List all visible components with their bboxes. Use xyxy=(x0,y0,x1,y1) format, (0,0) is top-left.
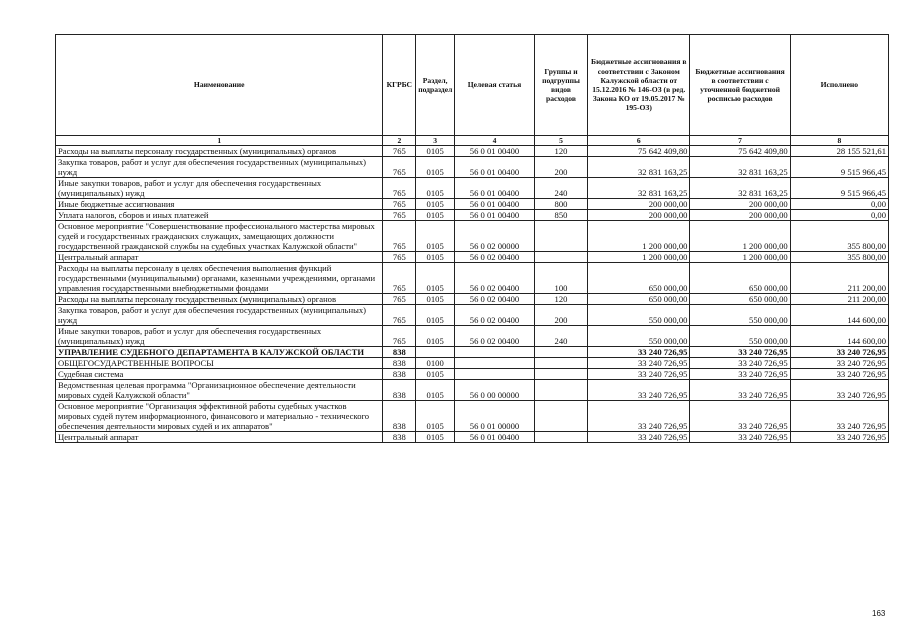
table-row xyxy=(56,369,889,380)
row-assign-refined: 32 831 163,25 xyxy=(690,157,790,178)
row-section: 0105 xyxy=(416,294,455,305)
table-row xyxy=(56,401,889,432)
row-group xyxy=(534,221,587,252)
row-assign-law: 33 240 726,95 xyxy=(588,380,690,401)
row-group xyxy=(534,358,587,369)
row-assign-refined: 1 200 000,00 xyxy=(690,252,790,263)
row-assign-law: 33 240 726,95 xyxy=(588,432,690,443)
table-row xyxy=(56,221,889,252)
row-name: Расходы на выплаты персоналу в целях обеспечения выполнения функций государственными (муниципальными) органами, казенными учреждениями, органами управления государственными внебюджетными фондами xyxy=(56,263,383,294)
row-assign-refined: 200 000,00 xyxy=(690,199,790,210)
header-target: Целевая статья xyxy=(455,35,535,136)
row-group xyxy=(534,347,587,358)
row-executed: 28 155 521,61 xyxy=(790,146,888,157)
column-number: 4 xyxy=(455,136,535,146)
row-kgrbs: 838 xyxy=(383,432,416,443)
column-number: 3 xyxy=(416,136,455,146)
budget-table xyxy=(55,34,889,443)
row-section: 0105 xyxy=(416,157,455,178)
row-name: Закупка товаров, работ и услуг для обеспечения государственных (муниципальных) нужд xyxy=(56,157,383,178)
row-name: Уплата налогов, сборов и иных платежей xyxy=(56,210,383,221)
row-target: 56 0 02 00400 xyxy=(455,305,535,326)
row-group: 850 xyxy=(534,210,587,221)
row-group xyxy=(534,432,587,443)
row-target: 56 0 01 00400 xyxy=(455,178,535,199)
column-number: 8 xyxy=(790,136,888,146)
row-name: Иные закупки товаров, работ и услуг для обеспечения государственных (муниципальных) нужд xyxy=(56,178,383,199)
row-section: 0105 xyxy=(416,199,455,210)
row-assign-law: 650 000,00 xyxy=(588,294,690,305)
row-kgrbs: 765 xyxy=(383,210,416,221)
row-assign-refined: 33 240 726,95 xyxy=(690,347,790,358)
table-row xyxy=(56,199,889,210)
row-section: 0105 xyxy=(416,178,455,199)
row-executed: 211 200,00 xyxy=(790,294,888,305)
header-assign-refined: Бюджетные ассигнования в соответствии с уточненной бюджетной росписью расходов xyxy=(690,35,790,136)
row-executed: 355 800,00 xyxy=(790,252,888,263)
row-target: 56 0 02 00400 xyxy=(455,326,535,347)
row-assign-law: 200 000,00 xyxy=(588,199,690,210)
row-executed: 33 240 726,95 xyxy=(790,432,888,443)
row-group xyxy=(534,369,587,380)
row-section xyxy=(416,347,455,358)
table-row xyxy=(56,252,889,263)
row-target: 56 0 02 00400 xyxy=(455,263,535,294)
row-kgrbs: 765 xyxy=(383,146,416,157)
row-name: Иные закупки товаров, работ и услуг для обеспечения государственных (муниципальных) нужд xyxy=(56,326,383,347)
row-group: 240 xyxy=(534,326,587,347)
table-body xyxy=(56,146,889,443)
table-row xyxy=(56,432,889,443)
row-section: 0105 xyxy=(416,221,455,252)
row-group: 120 xyxy=(534,294,587,305)
row-target: 56 0 02 00400 xyxy=(455,252,535,263)
row-name: Судебная система xyxy=(56,369,383,380)
row-kgrbs: 765 xyxy=(383,294,416,305)
header-assign-law: Бюджетные ассигнования в соответствии с Законом Калужской области от 15.12.2016 № 146-ОЗ (в ред. Закона КО от 19.05.2017 № 195-ОЗ) xyxy=(588,35,690,136)
table-row xyxy=(56,380,889,401)
row-assign-law: 32 831 163,25 xyxy=(588,178,690,199)
row-executed: 9 515 966,45 xyxy=(790,178,888,199)
row-assign-law: 200 000,00 xyxy=(588,210,690,221)
row-group xyxy=(534,252,587,263)
row-assign-refined: 1 200 000,00 xyxy=(690,221,790,252)
row-assign-law: 33 240 726,95 xyxy=(588,358,690,369)
row-assign-law: 33 240 726,95 xyxy=(588,401,690,432)
column-number-row xyxy=(56,136,889,146)
header-section: Раздел, подраздел xyxy=(416,35,455,136)
row-target: 56 0 01 00000 xyxy=(455,401,535,432)
row-executed: 0,00 xyxy=(790,199,888,210)
table-row xyxy=(56,294,889,305)
row-section: 0105 xyxy=(416,326,455,347)
row-section: 0105 xyxy=(416,369,455,380)
row-assign-law: 32 831 163,25 xyxy=(588,157,690,178)
row-group xyxy=(534,401,587,432)
row-group: 800 xyxy=(534,199,587,210)
row-assign-refined: 75 642 409,80 xyxy=(690,146,790,157)
row-target: 56 0 00 00000 xyxy=(455,380,535,401)
row-kgrbs: 838 xyxy=(383,401,416,432)
row-group: 100 xyxy=(534,263,587,294)
row-group: 200 xyxy=(534,305,587,326)
row-kgrbs: 838 xyxy=(383,347,416,358)
row-assign-law: 75 642 409,80 xyxy=(588,146,690,157)
row-assign-law: 550 000,00 xyxy=(588,305,690,326)
row-section: 0100 xyxy=(416,358,455,369)
row-assign-refined: 33 240 726,95 xyxy=(690,432,790,443)
table-row xyxy=(56,146,889,157)
row-assign-law: 33 240 726,95 xyxy=(588,347,690,358)
table-row xyxy=(56,347,889,358)
table-row xyxy=(56,263,889,294)
row-executed: 33 240 726,95 xyxy=(790,380,888,401)
row-executed: 355 800,00 xyxy=(790,221,888,252)
row-section: 0105 xyxy=(416,210,455,221)
row-executed: 33 240 726,95 xyxy=(790,347,888,358)
row-kgrbs: 765 xyxy=(383,178,416,199)
row-section: 0105 xyxy=(416,305,455,326)
row-target: 56 0 01 00400 xyxy=(455,146,535,157)
row-name: Расходы на выплаты персоналу государственных (муниципальных) органов xyxy=(56,146,383,157)
table-row xyxy=(56,358,889,369)
row-target xyxy=(455,369,535,380)
row-target xyxy=(455,347,535,358)
row-target: 56 0 01 00400 xyxy=(455,199,535,210)
row-target xyxy=(455,358,535,369)
row-kgrbs: 765 xyxy=(383,326,416,347)
page-number: 163 xyxy=(872,609,886,618)
row-group: 120 xyxy=(534,146,587,157)
row-executed: 0,00 xyxy=(790,210,888,221)
table-row xyxy=(56,326,889,347)
row-section: 0105 xyxy=(416,401,455,432)
row-kgrbs: 838 xyxy=(383,369,416,380)
row-target: 56 0 01 00400 xyxy=(455,210,535,221)
row-group xyxy=(534,380,587,401)
row-name: Ведомственная целевая программа "Организационное обеспечение деятельности мировых судей Калужской области" xyxy=(56,380,383,401)
row-group: 240 xyxy=(534,178,587,199)
row-section: 0105 xyxy=(416,146,455,157)
row-name: Закупка товаров, работ и услуг для обеспечения государственных (муниципальных) нужд xyxy=(56,305,383,326)
row-assign-refined: 33 240 726,95 xyxy=(690,369,790,380)
row-kgrbs: 765 xyxy=(383,221,416,252)
column-number: 5 xyxy=(534,136,587,146)
table-row xyxy=(56,157,889,178)
row-kgrbs: 838 xyxy=(383,380,416,401)
row-assign-refined: 33 240 726,95 xyxy=(690,401,790,432)
row-executed: 33 240 726,95 xyxy=(790,369,888,380)
row-kgrbs: 765 xyxy=(383,305,416,326)
header-executed: Исполнено xyxy=(790,35,888,136)
row-name: Иные бюджетные ассигнования xyxy=(56,199,383,210)
row-name: Основное мероприятие "Организация эффективной работы судебных участков мировых судей путем информационного, финансового и материально - технического обеспечения деятельности мировых судей и их аппаратов" xyxy=(56,401,383,432)
row-section: 0105 xyxy=(416,432,455,443)
row-executed: 33 240 726,95 xyxy=(790,401,888,432)
column-number: 1 xyxy=(56,136,383,146)
header-groups: Группы и подгруппы видов расходов xyxy=(534,35,587,136)
row-name: УПРАВЛЕНИЕ СУДЕБНОГО ДЕПАРТАМЕНТА В КАЛУЖСКОЙ ОБЛАСТИ xyxy=(56,347,383,358)
row-assign-law: 1 200 000,00 xyxy=(588,221,690,252)
row-kgrbs: 765 xyxy=(383,263,416,294)
column-number: 6 xyxy=(588,136,690,146)
row-assign-refined: 550 000,00 xyxy=(690,305,790,326)
header-name: Наименование xyxy=(56,35,383,136)
row-executed: 33 240 726,95 xyxy=(790,358,888,369)
row-assign-refined: 650 000,00 xyxy=(690,294,790,305)
header-row xyxy=(56,35,889,136)
row-section: 0105 xyxy=(416,263,455,294)
row-assign-refined: 32 831 163,25 xyxy=(690,178,790,199)
row-target: 56 0 02 00000 xyxy=(455,221,535,252)
row-executed: 144 600,00 xyxy=(790,326,888,347)
row-name: Центральный аппарат xyxy=(56,432,383,443)
row-executed: 144 600,00 xyxy=(790,305,888,326)
column-number: 7 xyxy=(690,136,790,146)
column-number: 2 xyxy=(383,136,416,146)
row-kgrbs: 765 xyxy=(383,157,416,178)
row-assign-refined: 650 000,00 xyxy=(690,263,790,294)
row-kgrbs: 765 xyxy=(383,199,416,210)
header-kgrbs: КГРБС xyxy=(383,35,416,136)
row-executed: 9 515 966,45 xyxy=(790,157,888,178)
row-section: 0105 xyxy=(416,252,455,263)
row-kgrbs: 838 xyxy=(383,358,416,369)
row-assign-law: 33 240 726,95 xyxy=(588,369,690,380)
row-assign-law: 650 000,00 xyxy=(588,263,690,294)
row-executed: 211 200,00 xyxy=(790,263,888,294)
row-target: 56 0 02 00400 xyxy=(455,294,535,305)
row-target: 56 0 01 00400 xyxy=(455,432,535,443)
row-name: Основное мероприятие "Совершенствование профессионального мастерства мировых судей и государственных гражданских служащих, замещающих должности государственной гражданской службы на судебных участках Калужской области" xyxy=(56,221,383,252)
row-group: 200 xyxy=(534,157,587,178)
table-row xyxy=(56,305,889,326)
row-name: Центральный аппарат xyxy=(56,252,383,263)
row-name: Расходы на выплаты персоналу государственных (муниципальных) органов xyxy=(56,294,383,305)
row-assign-refined: 200 000,00 xyxy=(690,210,790,221)
table-row xyxy=(56,178,889,199)
row-assign-refined: 33 240 726,95 xyxy=(690,358,790,369)
row-assign-law: 1 200 000,00 xyxy=(588,252,690,263)
row-section: 0105 xyxy=(416,380,455,401)
row-assign-refined: 550 000,00 xyxy=(690,326,790,347)
row-target: 56 0 01 00400 xyxy=(455,157,535,178)
row-name: ОБЩЕГОСУДАРСТВЕННЫЕ ВОПРОСЫ xyxy=(56,358,383,369)
table-row xyxy=(56,210,889,221)
row-assign-refined: 33 240 726,95 xyxy=(690,380,790,401)
row-kgrbs: 765 xyxy=(383,252,416,263)
row-assign-law: 550 000,00 xyxy=(588,326,690,347)
